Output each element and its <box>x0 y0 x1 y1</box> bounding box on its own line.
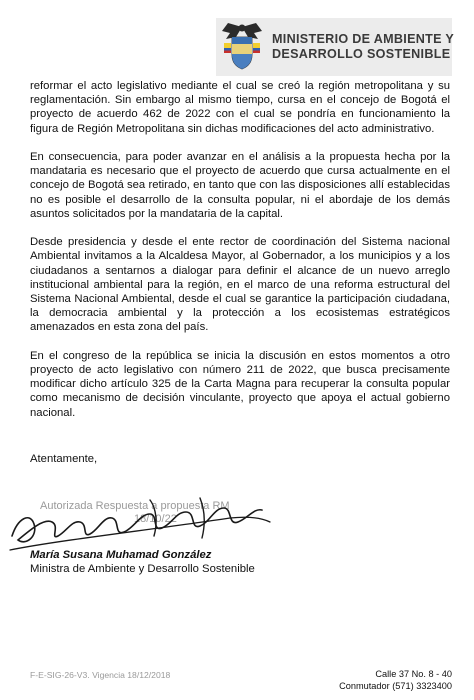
signer-block <box>30 549 255 576</box>
footer-address: Calle 37 No. 8 - 40 <box>375 669 452 679</box>
closing-salutation: Atentamente, <box>30 453 98 465</box>
signer-name: María Susana Muhamad González <box>30 549 212 561</box>
ministry-name <box>272 32 454 62</box>
form-code: F-E-SIG-26-V3. Vigencia 18/12/2018 <box>30 670 171 680</box>
stamp-line: Autorizada Respuesta a propuesta RM <box>40 500 230 512</box>
letter-body <box>30 79 450 434</box>
paragraph: En consecuencia, para poder avanzar en el análisis a la propuesta hecha por la mandataria es necesario que el proyecto de acuerdo que cursa actualmente en el concejo de Bogotá sea retirado, en tanto que con las disposiciones allí establecidas no es posible el desarrollo de la consulta popular, ni el abordaje de los demás asuntos solicitados por la mandataria de la capital. <box>30 151 450 220</box>
footer-phone: Conmutador (571) 3323400 <box>339 680 452 691</box>
ministry-name-line2: DESARROLLO SOSTENIBLE <box>272 47 451 61</box>
colombia-coat-of-arms-icon <box>220 21 264 73</box>
paragraph: En el congreso de la república se inicia la discusión en estos momentos a otro proyecto de acto legislativo con número 211 de 2022, que busca precisamente modificar dicho artículo 325 de la Carta Magna para recuperar la consulta popular como mecanismo de decisión vinculante, proyecto que apoya el actual gobierno nacional. <box>30 349 450 419</box>
signer-title: Ministra de Ambiente y Desarrollo Sostenible <box>30 562 255 575</box>
ministry-name-line1: MINISTERIO DE AMBIENTE Y <box>272 32 455 46</box>
stamp-date: 18/10/22 <box>134 513 177 525</box>
footer-contact <box>339 669 452 692</box>
paragraph: Desde presidencia y desde el ente rector de coordinación del Sistema nacional Ambiental invitamos a la Alcaldesa Mayor, al Gobernador, a los municipios y a los ciudadanos a sentarnos a dialogar para definir el alcance de un nuevo arreglo institucional ambiental para la región, en el marco de una reforma estructural del Sistema Nacional Ambiental, desde el cual se garantice la participación ciudadana, la democracia ambiental y la protección a los ecosistemas estratégicos amenazados en esta zona del país. <box>30 236 450 334</box>
paragraph: reformar el acto legislativo mediante el cual se creó la región metropolitana y su reglamentación. Sin embargo al mismo tiempo, cursa en el concejo de Bogotá el proyecto de acuerdo 462 de 2022 con el cual se pondría en funcionamiento la figura de Región Metropolitana sin dichas modificaciones del acto administrativo. <box>30 80 450 135</box>
ministry-header <box>216 18 455 76</box>
